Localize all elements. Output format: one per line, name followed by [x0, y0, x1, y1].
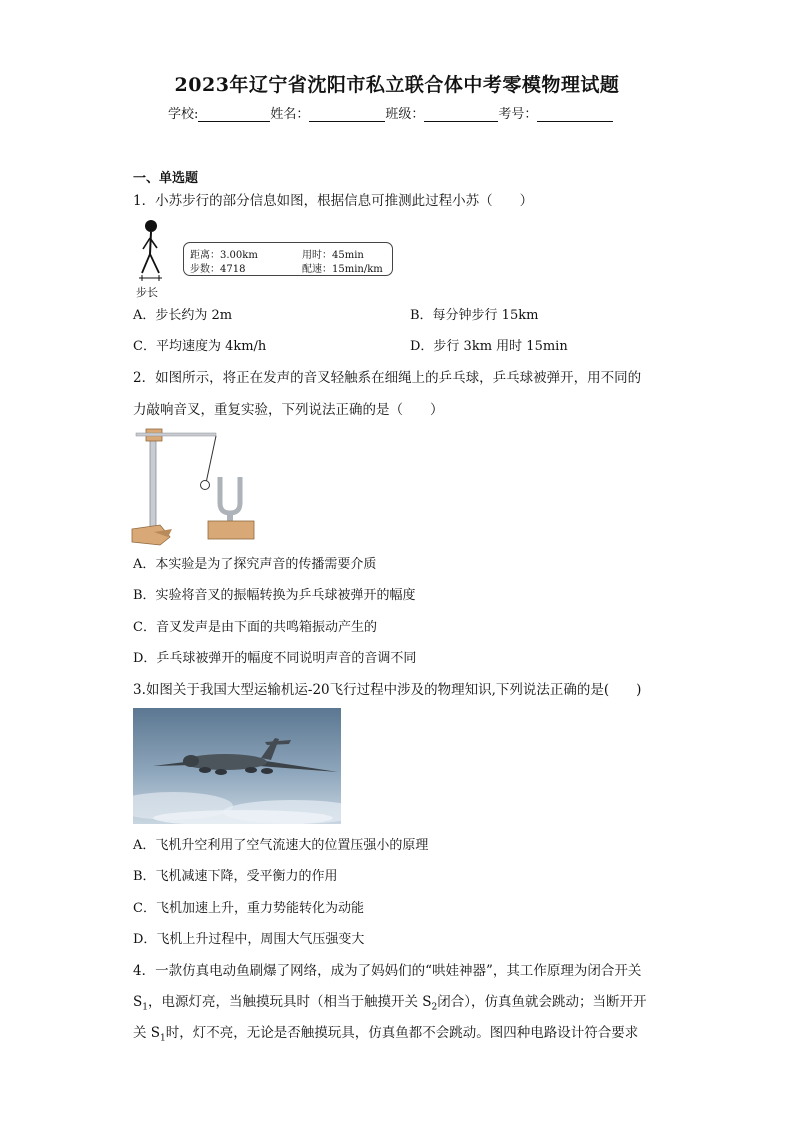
step-info-box: [183, 242, 393, 276]
q4-line3-part-a: 关 S: [133, 1025, 161, 1041]
q4-line2-sub2: 2: [431, 1002, 438, 1013]
distance-text: 距离：3.00km: [190, 250, 258, 261]
q1-stem: 1．小苏步行的部分信息如图，根据信息可推测此过程小苏（ ）: [133, 193, 534, 209]
class-blank: [424, 107, 498, 122]
q2-stem-line1: 2．如图所示，将正在发声的音叉轻触系在细绳上的乒乓球，乒乓球被弹开，用不同的: [133, 370, 642, 386]
q3-option-b: B．飞机减速下降，受平衡力的作用: [133, 869, 338, 884]
y20-aircraft-photo: [133, 708, 341, 824]
steps-text: 步数：4718: [190, 264, 246, 275]
name-blank: [309, 107, 385, 122]
stride-label: 步长: [136, 286, 158, 299]
page-title: 2023年辽宁省沈阳市私立联合体中考零模物理试题: [174, 74, 620, 96]
q2-option-d: D．乒乓球被弹开的幅度不同说明声音的音调不同: [133, 651, 417, 666]
q1-option-a: A．步长约为 2m: [133, 308, 233, 323]
q1-option-b: B．每分钟步行 15km: [410, 308, 539, 323]
q4-stem-line1: 4．一款仿真电动鱼刷爆了网络，成为了妈妈们的“哄娃神器”，其工作原理为闭合开关: [133, 963, 642, 979]
q2-stem-line2: 力敲响音叉，重复实验，下列说法正确的是（ ）: [133, 402, 444, 418]
q3-option-d: D．飞机上升过程中，周围大气压强变大: [133, 932, 365, 947]
q3-option-c: C．飞机加速上升，重力势能转化为动能: [133, 901, 364, 916]
q4-stem-line3: [133, 1023, 638, 1049]
q4-line2-part-c: 闭合），仿真鱼就会跳动；当断开开: [437, 994, 647, 1010]
q4-line3-sub1: 1: [160, 1033, 166, 1044]
q2-option-a: A．本实验是为了探究声音的传播需要介质: [133, 557, 377, 572]
q3-stem: 3.如图关于我国大型运输机运-20飞行过程中涉及的物理知识,下列说法正确的是( ): [133, 682, 642, 698]
pace-text: 配速：15min/km: [302, 264, 383, 275]
number-label: 考号：: [498, 107, 538, 122]
name-label: 姓名：: [270, 107, 310, 122]
q4-stem-line2: [133, 992, 647, 1018]
number-blank: [537, 107, 613, 122]
school-label: 学校:: [168, 107, 199, 122]
q2-option-c: C．音叉发声是由下面的共鸣箱振动产生的: [133, 620, 377, 635]
tuning-fork-apparatus: [130, 425, 280, 550]
q4-line3-part-b: 时，灯不亮，无论是否触摸玩具，仿真鱼都不会跳动。图四种电路设计符合要求: [165, 1025, 639, 1041]
time-text: 用时：45min: [302, 250, 364, 261]
q4-line2-part-a: S: [133, 994, 143, 1010]
q4-line2-part-b: ，电源灯亮，当触摸玩具时（相当于触摸开关 S: [147, 994, 432, 1010]
section-title: 一、单选题: [133, 171, 199, 186]
q1-option-d: D．步行 3km 用时 15min: [410, 339, 568, 354]
q2-option-b: B．实验将音叉的振幅转换为乒乓球被弹开的幅度: [133, 588, 416, 603]
q3-option-a: A．飞机升空利用了空气流速大的位置压强小的原理: [133, 838, 429, 853]
q4-line2-sub1: 1: [142, 1002, 148, 1013]
school-blank: [198, 107, 270, 122]
student-info-line: [168, 103, 613, 122]
class-label: 班级：: [385, 107, 425, 122]
q1-option-c: C．平均速度为 4km/h: [133, 339, 267, 354]
